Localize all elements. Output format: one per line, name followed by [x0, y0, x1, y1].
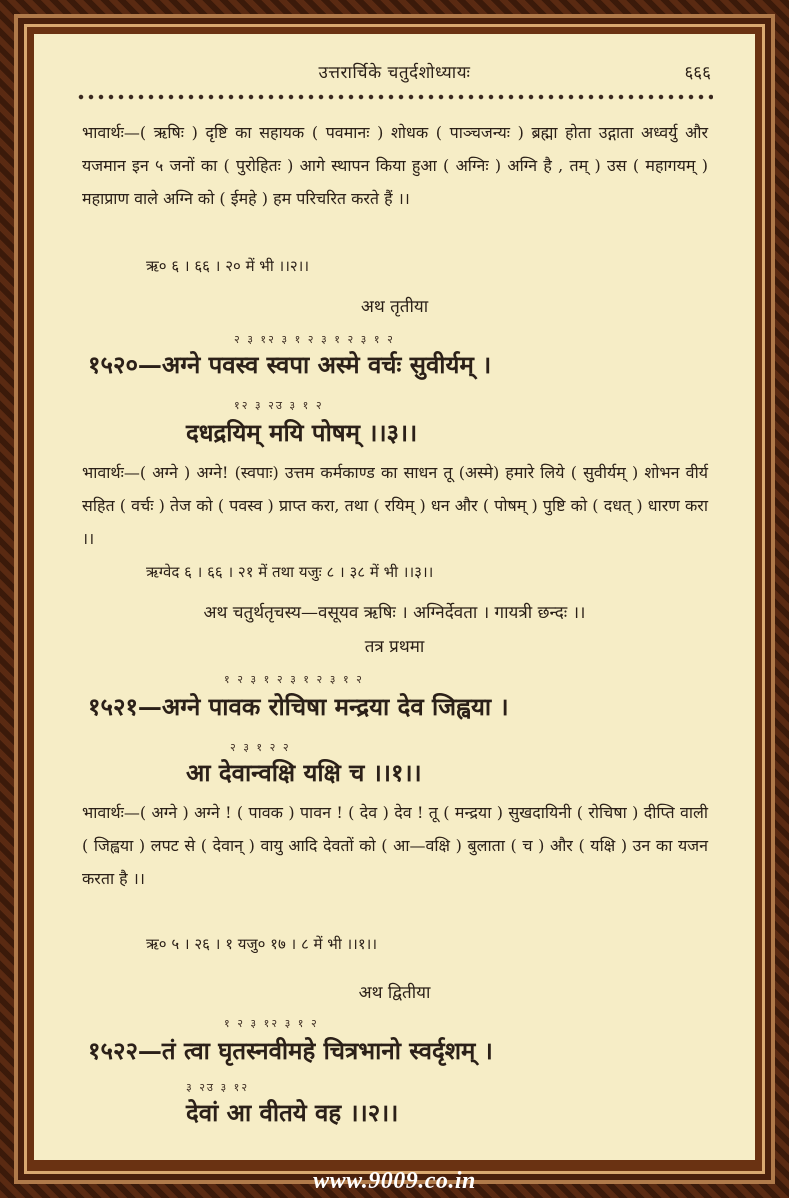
- reference-1521: ऋ० ५ । २६ । १ यजु० १७ । ८ में भी ।।१।।: [146, 935, 378, 953]
- commentary-1519: भावार्थः—( ऋषिः ) दृष्टि का सहायक ( पवमानः ) शोधक ( पाञ्चजन्यः ) ब्रह्मा होता उद्गाता अध्वर्यु और यजमान इन ५ जनों का ( पुरोहितः ) आगे स्थापन किया हुआ ( अग्निः ) अग्नि है , तम् ) उस ( महागयम् ) महाप्राण वाले अग्नि को ( ईमहे ) हम परिचरित करते हैं ।।: [82, 123, 708, 208]
- website-footer: www.9009.co.in: [313, 1168, 476, 1194]
- accent-marks-1522-b: ३ २उ ३ १२: [186, 1081, 250, 1094]
- section-heading-dvitiya: अथ द्वितीया: [358, 983, 431, 1003]
- mantra-1521-line1: १५२१—अग्ने पावक रोचिषा मन्द्रया देव जिह्वया ।: [88, 692, 509, 721]
- section-heading-chaturtha: अथ चतुर्थतृचस्य—वसूयव ऋषिः । अग्निर्देवता । गायत्री छन्दः ।।: [203, 603, 586, 623]
- accent-marks-1520-a: २ ३ १२ ३ १ २ ३ १ २ ३ १ २: [234, 333, 395, 346]
- commentary-1521: भावार्थः—( अग्ने ) अग्ने ! ( पावक ) पावन ! ( देव ) देव ! तू ( मन्द्रया ) सुखदायिनी ( रोचिषा ) दीप्ति वाली ( जिह्वया ) लपट से ( देवान् ) वायु आदि देवतों को ( आ—वक्षि ) बुलाता ( च ) और ( यक्षि ) उन का यजन करता है ।।: [82, 803, 708, 888]
- mantra-1520-line2: दधद्रयिम् मयि पोषम् ।।३।।: [186, 418, 418, 447]
- accent-marks-1521-a: १ २ ३ १ २ ३ १ २ ३ १ २: [224, 673, 364, 686]
- reference-1520: ऋग्वेद ६ । ६६ । २१ में तथा यजुः ८ । ३८ में भी ।।३।।: [146, 563, 434, 581]
- scripture-page: [34, 34, 755, 1160]
- reference-1519: ऋ० ६ । ६६ । २० में भी ।।२।।: [146, 257, 310, 275]
- commentary-1520: भावार्थः—( अग्ने ) अग्ने! (स्वपाः) उत्तम कर्मकाण्ड का साधन तू (अस्मे) हमारे लिये ( सुवीर्यम् ) शोभन वीर्य सहित ( वर्चः ) तेज को ( पवस्व ) प्राप्त करा, तथा ( रयिम् ) धन और ( पोषम् ) पुष्टि को ( दधत् ) धारण करा ।।: [82, 463, 708, 548]
- chapter-title: उत्तरार्चिके चतुर्दशोध्यायः: [318, 63, 471, 83]
- accent-marks-1521-b: २ ३ १ २ २: [230, 741, 291, 754]
- mantra-1522-line1: १५२२—तं त्वा घृतस्नवीमहे चित्रभानो स्वर्दृशम् ।: [88, 1036, 493, 1065]
- accent-marks-1520-b: १२ ३ २उ ३ १ २: [234, 399, 324, 412]
- page-number: ६६६: [684, 63, 711, 83]
- mantra-1522-line2: देवां आ वीतये वह ।।२।।: [186, 1098, 399, 1127]
- section-heading-tritiya: अथ तृतीया: [360, 297, 429, 317]
- header-divider: [76, 94, 713, 100]
- mantra-1521-line2: आ देवान्वक्षि यक्षि च ।।१।।: [186, 758, 422, 787]
- mantra-1520-line1: १५२०—अग्ने पवस्व स्वपा अस्मे वर्चः सुवीर्यम् ।: [88, 350, 492, 379]
- accent-marks-1522-a: १ २ ३ १२ ३ १ २: [224, 1017, 319, 1030]
- section-heading-prathama: तत्र प्रथमा: [364, 637, 425, 657]
